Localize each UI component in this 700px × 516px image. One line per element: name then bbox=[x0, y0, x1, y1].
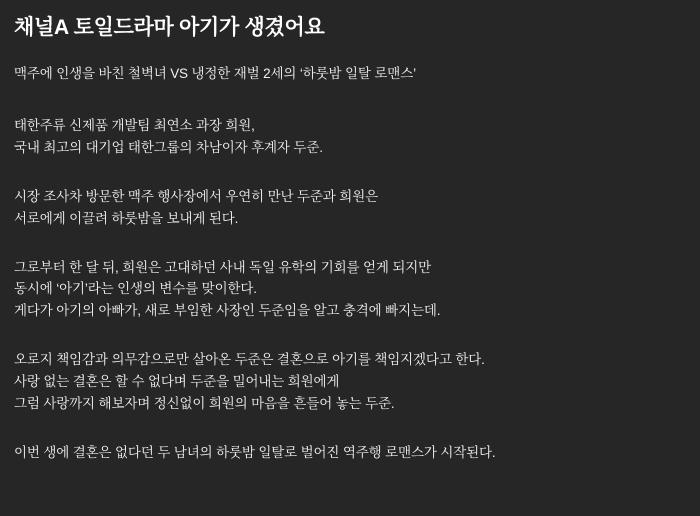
paragraph-line: 그럼 사랑까지 해보자며 정신없이 희원의 마음을 흔들어 놓는 두준. bbox=[14, 395, 395, 411]
paragraph-line: 게다가 아기의 아빠가, 새로 부임한 사장인 두준임을 알고 충격에 빠지는데. bbox=[14, 303, 441, 319]
paragraph-line: 서로에게 이끌려 하룻밤을 보내게 된다. bbox=[14, 210, 239, 226]
tagline-block bbox=[14, 63, 686, 85]
paragraph-line: 시장 조사차 방문한 맥주 행사장에서 우연히 만난 두준과 희원은 bbox=[14, 188, 378, 204]
paragraph-line: 태한주류 신제품 개발팀 최연소 과장 희원, bbox=[14, 118, 255, 134]
paragraph-line: 그로부터 한 달 뒤, 희원은 고대하던 사내 독일 유학의 기회를 얻게 되지만 bbox=[14, 259, 432, 275]
paragraph-1 bbox=[14, 115, 686, 159]
paragraph-5 bbox=[14, 442, 686, 464]
tagline-text: 맥주에 인생을 바친 철벽녀 VS 냉정한 재벌 2세의 ‘하룻밤 일탈 로맨스’ bbox=[14, 66, 416, 82]
page-title: 채널A 토일드라마 아기가 생겼어요 bbox=[14, 16, 325, 39]
paragraph-2 bbox=[14, 186, 686, 230]
paragraph-4 bbox=[14, 349, 686, 415]
paragraph-line: 오로지 책임감과 의무감으로만 살아온 두준은 결혼으로 아기를 책임지겠다고 한다. bbox=[14, 352, 485, 368]
paragraph-3 bbox=[14, 257, 686, 323]
paragraph-line: 사랑 없는 결혼은 할 수 없다며 두준을 밀어내는 희원에게 bbox=[14, 374, 340, 390]
paragraph-line: 이번 생에 결혼은 없다던 두 남녀의 하룻밤 일탈로 벌어진 역주행 로맨스가 시작된다. bbox=[14, 444, 496, 460]
paragraph-line: 동시에 ‘아기’라는 인생의 변수를 맞이한다. bbox=[14, 281, 257, 297]
paragraph-line: 국내 최고의 대기업 태한그룹의 차남이자 후계자 두준. bbox=[14, 140, 323, 156]
